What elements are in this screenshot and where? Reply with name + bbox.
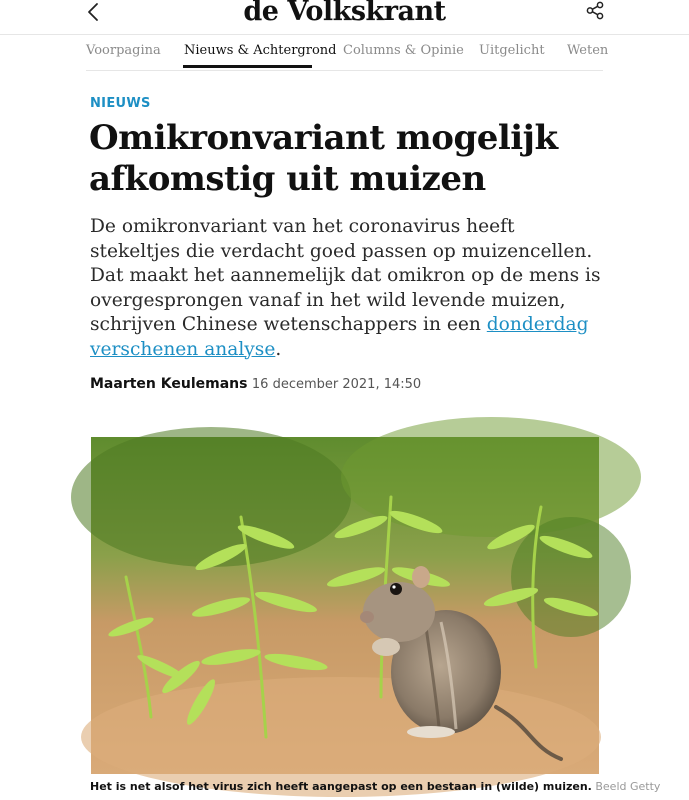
author-name[interactable]: Maarten Keulemans	[90, 376, 248, 392]
article-headline: Omikronvariant mogelijk afkomstig uit muizen	[89, 118, 558, 199]
share-button[interactable]	[584, 0, 606, 22]
active-tab-indicator	[183, 65, 312, 68]
article-lead	[90, 215, 610, 362]
nav-item-weten[interactable]: Weten	[567, 43, 609, 58]
nav-item-voorpagina[interactable]: Voorpagina	[86, 43, 161, 58]
section-nav	[86, 34, 609, 71]
nav-item-uitgelicht[interactable]: Uitgelicht	[479, 43, 545, 58]
caption-text: Het is net alsof het virus zich heeft aangepast op een bestaan in (wilde) muizen.	[90, 780, 592, 793]
top-bar	[0, 0, 689, 35]
nav-item-columns-opinie[interactable]: Columns & Opinie	[343, 43, 464, 58]
article-photo[interactable]	[91, 437, 599, 774]
share-icon	[584, 0, 606, 22]
site-logo[interactable]: de Volkskrant	[243, 0, 446, 27]
lead-text: De omikronvariant van het coronavirus heeft stekeltjes die verdacht goed passen op muizencellen. Dat maakt het aannemelijk dat omikron op de mens is overgesprongen vanaf in het wild levende muizen, schrijven Chinese wetenschappers in een	[90, 216, 601, 335]
publish-date: 16 december 2021, 14:50	[251, 377, 422, 392]
byline	[90, 376, 421, 392]
lead-end: .	[275, 338, 282, 360]
photo-credit: Beeld Getty	[595, 780, 661, 793]
nav-item-nieuws-achtergrond[interactable]: Nieuws & Achtergrond	[184, 43, 337, 58]
mouse-photo-illustration	[91, 437, 599, 774]
analysis-link[interactable]: donderdag verschenen analyse	[90, 314, 589, 360]
section-label[interactable]: NIEUWS	[90, 96, 151, 111]
photo-caption	[90, 780, 661, 793]
